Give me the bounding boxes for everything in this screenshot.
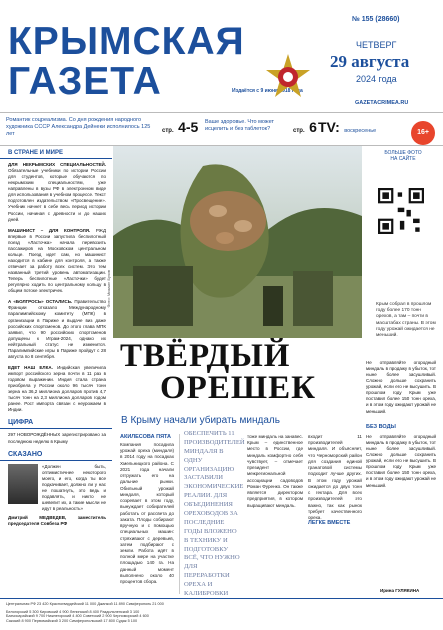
age-rating-badge: 16+ [411,121,435,145]
column-divider [179,434,180,594]
lead-photo[interactable] [113,146,362,338]
headline-line-2: ОРЕШЕК [160,370,317,406]
subsection-heading-2: БЕЗ ВОДЫ [366,424,396,430]
quote-author: Дмитрий МЕДВЕДЕВ, заместитель председателя Совбеза РФ [8,515,106,527]
website[interactable]: GAZETACRIMEA.RU [355,100,409,106]
teaser-2-page: стр. 6 [293,119,317,135]
article-byline: АКИЛЕСОВА ПЯТА [120,434,172,440]
teaser-2-text[interactable]: Ваше здоровье. Что может исцелить и без таблеток? [205,119,274,133]
circulation-footer [0,598,443,630]
subsection-heading: ЛЕГКЕ ВМЕСТЕ [308,520,351,526]
newspaper-title-line-2: ГАЗЕТА [8,60,162,103]
digits-heading: ЦИФРА [0,415,112,429]
masthead [0,0,443,112]
almond-harvest-photo [113,146,362,338]
quote-text: «Должен быть, оптимистичнее некоторого моего, и его, когда ты все подкачивает, должно ли у нас не пошатнуть, это ведь и подавлять, и никто не шевелит их, а такие мысли не идут в реальность» [42,463,106,511]
portrait-photo [8,464,38,504]
issue-year: 2024 года [356,74,397,84]
footer-line: Бахчисарайский 9 700 Нижнегорский 4 400 Советский 2 900 Черноморский 4 600 [6,614,149,619]
founded-line: Издаётся с 9 июня 1918 года [232,88,303,94]
article-author: Ирина ГУЛЯКИНА [380,588,420,593]
photo-caption: Крым собрал в прошлом году более 170 тонн орехов, а там – почти в масштабах страны. В этом году урожай ожидается не меньший. [376,302,436,339]
subheadline: В Крыму начали убирать миндаль [121,415,280,426]
article-column-4: входит 11 производителей миндаля. И объясняет, что Черноморский район для создания единой гранатовой системы подходит лучше других. В этом году урожай ожидается до двух тонн с гектара. Для всех производителей это важно, так как рынок требует качественного ореха. [308,434,362,521]
order-emblem-icon [262,52,314,102]
newspaper-title-line-1: КРЫМСКАЯ [8,20,245,63]
article-column-5: Не отправляйте огородный миндаль в продажу в убыток, тот ныне более засушливый. Сложно дольше сохранить урожай, если его не высушить. В прошлом году Крым уже поставил более 150 тонн ореха, и в этом году ожидают урожай не меньший. [366,434,436,488]
quote-heading: СКАЗАНО [0,447,112,461]
section-heading: В СТРАНЕ И МИРЕ [0,146,112,159]
pull-quote: ОБЕСПЕЧИТЬ 11 ПРОИЗВОДИТЕЛЕЙ МИНДАЛЯ В ОДНУ ОРГАНИЗАЦИЮ ЗАСТАВИЛИ ЭКОНОМИЧЕСКИЕ РЕАЛИИ. ДЛЯ ОБЪЕДИНЕНИЯ ОРЕХОВОДОВ ЗА ПОСЛЕДНИЕ ГОДЫ ВЛОЖЕНО В ТЕХНИКУ И ПОДГОТОВКУ ВСЁ, ЧТО НУЖНО ДЛЯ ПЕРЕРАБОТКИ ОРЕХА И КАЛИБРОВКИ [184,430,245,598]
weekday: ЧЕТВЕРГ [356,40,397,50]
digits-text: 297 НОВОРОЖДЁННЫХ зарегистрировано за последнюю неделю в Крыму [8,432,106,444]
brief-item: ЕДЕТ НАШ ЕЛКА. Индийская увеличила импорт российского зерна почти в 11 раз в годовом выражении. Индия стала страна приобрела у России около 96 тысяч тонн зерна на 36,2 миллиона долларов против 4,7 тысяч тонн на 2,3 миллиона долларов годом ранее. Рост импорта связан с неурожаем в Индии. [8,364,106,413]
left-column [0,146,112,598]
brief-item: ДЛЯ НЕКРЫМСКИХ СПЕЦИАЛЬНОСТЕЙ. Обязательные учебники по истории России для студентов, которые обучаются по некрымским специальностям, уже направлены в вузы РФ в электронном виде для использования в учебном процессе. Текст подготовлен издательством «Просвещение». Учебник начнет в себе весь период истории России, начиная с древности и до наших дней. [8,162,106,222]
brief-item: А «БОЛГРОСЬ» ОСТАЛИСЬ. Правительство Франции отказало Международному паралимпийскому комитету (МПК) в организации в Париже и выдаче виз даже российских спортсменов. До этого глава МПК заявил, что 90 российских спортсменов допущены к Играм-2024, однако их нейтральный статус не изменится. Паралимпийские игры в Париже пройдут с 28 августа по 8 сентября. [8,299,106,359]
photo-credit: Фото: Михаил Бузов [106,270,111,308]
teaser-strip [0,112,443,146]
footer-line: Сакский 8 900 Первомайский 3 200 Симферопольский 17 800 Судак 5 100 [6,619,138,624]
qr-code-icon[interactable] [378,188,424,234]
article-column-3: тоже миндаль на занавес. Крым – единственное место в России, где миндаль комфортно себя чувствует, – отмечает президент межрегиональной ассоциации садоводов Роман Фуренко. Он также является директором предприятия, в котором выращивают миндаль. [247,434,303,508]
article-column-1: Компания посадила урожай ореха (миндаля) в 2014 году на посадках Хмельницкого района. С 2021 года начали отгружать его на дальние рынки. Обильный урожай миндаля, который созревает в этом году, вынуждает собирателей работать от рассвета до заката. Плоды собирают вручную и с помощью специальных машин: стряхивают с деревьев, затем подбирают с земли. Работа идёт в полной мере на участке площадью 140 га. На данный момент выполнено около 40 процентов сбора. [120,442,174,585]
teaser-1-page: стр. 4-5 [162,119,199,135]
qr-label: БОЛЬШЕ ФОТО НА САЙТЕ [384,150,422,162]
teaser-3[interactable]: TV: воскресенье [318,119,377,135]
headline-line-1: ТВЁРДЫЙ [120,338,291,374]
issue-number: № 155 (28660) [352,16,400,23]
issue-date: 29 августа [330,52,410,71]
brief-item: МАШИНИСТ – ДЛЯ КОНТРОЛЯ. РЖД впервые в России запустила беспилотный поезд «Ласточка» начала перевозить пассажиров на Московском центральном кольце. Поезд идет сам, но машинист находится в кабине для контроля, а также отвечает за работу всех систем. Это тем названный третий уровень автоматизации. Теперь беспилотные «Ласточки» будет регулярно ходить по центральному кольцу в общем потоке электричек. [8,227,106,294]
footer-line: Белогорский 5 300 Кировский 4 900 Ленинский 8 400 Раздольненский 3 100 [6,609,140,614]
article-right-intro: Не отправляйте огородный миндаль в продажу в убыток, тот ныне более засушливый. Сложно дольше сохранить урожай, если его не высушить. В прошлом году Крым уже поставил более 150 тонн ореха, и в этом году ожидают урожай не меньший. [366,360,436,414]
footer-line: Центральная РФ 23 420 Красногвардейский 11 000 Джанкой 11 890 Симферополь 21 000 [6,602,164,606]
teaser-1-text[interactable]: Романтик соцреализма. Со дня рождения народного художника СССР Александра Дейнеки исполнилось 125 лет [6,117,151,138]
